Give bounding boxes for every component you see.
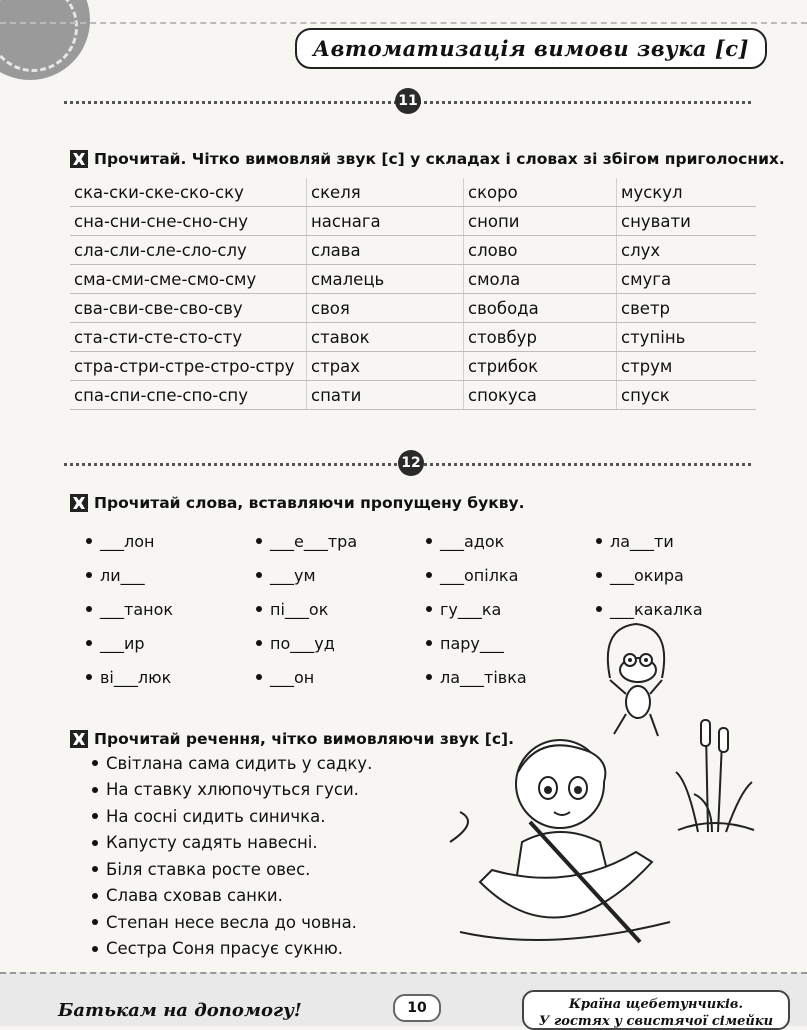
sentence-text: Капусту садять навесні. — [106, 833, 318, 853]
syllable-cell: сва-сви-све-сво-сву — [70, 294, 307, 323]
word-cell: смуга — [617, 265, 757, 294]
blank-word-item — [86, 532, 256, 551]
word-cell: смола — [464, 265, 617, 294]
word-cell: слух — [617, 236, 757, 265]
bullet-icon — [86, 674, 92, 680]
syllable-cell: стра-стри-стре-стро-стру — [70, 352, 307, 381]
blank-word: гу___ка — [440, 599, 502, 619]
blank-word-item — [596, 600, 766, 619]
blank-word-item — [256, 634, 426, 653]
blank-word-item — [256, 668, 426, 687]
word-cell: спуск — [617, 381, 757, 410]
blank-word-item — [426, 532, 596, 551]
sentence-text: На сосні сидить синичка. — [106, 806, 326, 826]
sentence-text: На ставку хлюпочуться гуси. — [106, 780, 359, 800]
exercise-number-11: 11 — [395, 88, 421, 114]
word-cell: мускул — [617, 178, 757, 207]
word-cell: ступінь — [617, 323, 757, 352]
word-cell: страх — [307, 352, 464, 381]
blank-word-item — [86, 566, 256, 585]
bullet-icon — [426, 572, 432, 578]
blank-word-item — [86, 600, 256, 619]
bullet-icon — [256, 674, 262, 680]
sentence-item — [92, 856, 372, 883]
sentence-item — [92, 909, 372, 936]
syllable-cell: сна-сни-сне-сно-сну — [70, 207, 307, 236]
table-row — [70, 236, 756, 265]
bullet-icon — [426, 640, 432, 646]
word-cell: свобода — [464, 294, 617, 323]
word-cell: слава — [307, 236, 464, 265]
word-cell: стрибок — [464, 352, 617, 381]
word-cell: скеля — [307, 178, 464, 207]
bullet-icon — [596, 572, 602, 578]
table-row — [70, 207, 756, 236]
word-cell: снувати — [617, 207, 757, 236]
sentence-text: Світлана сама сидить у садку. — [106, 753, 373, 773]
sentence-item — [92, 883, 372, 910]
blank-word-item — [256, 532, 426, 551]
sentence-item — [92, 777, 372, 804]
exercise-number-12: 12 — [398, 450, 424, 476]
word-cell: наснага — [307, 207, 464, 236]
blank-word: ___е___тра — [270, 531, 358, 551]
bullet-icon — [426, 538, 432, 544]
bullet-icon — [92, 840, 98, 846]
bullet-icon — [92, 866, 98, 872]
word-cell: стовбур — [464, 323, 617, 352]
page-number: 10 — [393, 994, 441, 1022]
sentence-text: Слава сховав санки. — [106, 886, 283, 906]
bullet-icon — [92, 893, 98, 899]
blank-word-item — [86, 668, 256, 687]
blank-word: ___ир — [100, 633, 145, 653]
bullet-icon — [426, 606, 432, 612]
table-row — [70, 323, 756, 352]
footer-series-line-2: У гостях у свистячої сімейки — [538, 1014, 774, 1029]
blank-word: ли___ — [100, 565, 145, 585]
blank-word-item — [426, 668, 596, 687]
blank-word: ___танок — [100, 599, 174, 619]
word-cell: светр — [617, 294, 757, 323]
bullet-icon — [256, 572, 262, 578]
bullet-icon — [92, 919, 98, 925]
blank-word-item — [426, 600, 596, 619]
sentence-list — [92, 750, 372, 962]
word-cell: смалець — [307, 265, 464, 294]
task-text: Прочитай речення, чітко вимовляючи звук [с]. — [94, 730, 514, 748]
task-icon — [70, 730, 88, 748]
word-cell: скоро — [464, 178, 617, 207]
bullet-icon — [92, 760, 98, 766]
word-cell: своя — [307, 294, 464, 323]
blank-word: ___какалка — [610, 599, 703, 619]
syllable-cell: сма-сми-сме-смо-сму — [70, 265, 307, 294]
blank-word-item — [256, 566, 426, 585]
bullet-icon — [426, 674, 432, 680]
frog-illustration — [596, 618, 676, 746]
syllable-cell: сла-сли-сле-сло-слу — [70, 236, 307, 265]
table-row — [70, 265, 756, 294]
task-icon — [70, 494, 88, 512]
blank-word: ла___тівка — [440, 667, 527, 687]
blanks-row — [86, 558, 766, 592]
task-text: Прочитай слова, вставляючи пропущену букву. — [94, 494, 525, 512]
word-cell: струм — [617, 352, 757, 381]
word-cell: слово — [464, 236, 617, 265]
footer-series-title — [522, 990, 790, 1030]
syllable-cell: спа-спи-спе-спо-спу — [70, 381, 307, 410]
blank-word-item — [426, 566, 596, 585]
sentence-item — [92, 830, 372, 857]
blank-word: ___он — [270, 667, 315, 687]
word-cell: ставок — [307, 323, 464, 352]
bullet-icon — [256, 538, 262, 544]
page-title: Автоматизація вимови звука [с] — [295, 28, 767, 69]
blank-word: ві___люк — [100, 667, 172, 687]
blank-word: ___опілка — [440, 565, 519, 585]
table-row — [70, 178, 756, 207]
bullet-icon — [86, 572, 92, 578]
bullet-icon — [86, 538, 92, 544]
footer-series-line-1: Країна щебетунчиків. — [569, 997, 743, 1012]
sentence-item — [92, 803, 372, 830]
bullet-icon — [256, 606, 262, 612]
syllable-cell: ска-ски-ске-ско-ску — [70, 178, 307, 207]
task-text: Прочитай. Чітко вимовляй звук [с] у складах і словах зі збігом приголосних. — [94, 150, 785, 168]
blank-word: ла___ти — [610, 531, 674, 551]
corner-decoration — [0, 0, 90, 80]
word-cell: спокуса — [464, 381, 617, 410]
blank-word: ___ум — [270, 565, 316, 585]
bullet-icon — [596, 538, 602, 544]
sentence-item — [92, 750, 372, 777]
bullet-icon — [86, 606, 92, 612]
sentence-text: Сестра Соня прасує сукню. — [106, 939, 343, 959]
task-instruction-12 — [70, 494, 525, 512]
blank-word-item — [596, 532, 766, 551]
table-row — [70, 381, 756, 410]
blank-word: ___окира — [610, 565, 684, 585]
word-cell: снопи — [464, 207, 617, 236]
word-cell: спати — [307, 381, 464, 410]
blank-word: ___адок — [440, 531, 505, 551]
sentence-item — [92, 936, 372, 963]
bullet-icon — [92, 813, 98, 819]
blank-word: пі___ок — [270, 599, 329, 619]
header-stitch-line — [0, 16, 807, 24]
sentence-text: Біля ставка росте овес. — [106, 859, 311, 879]
bullet-icon — [86, 640, 92, 646]
bullet-icon — [596, 606, 602, 612]
blank-word-item — [596, 566, 766, 585]
bullet-icon — [92, 946, 98, 952]
bullet-icon — [92, 787, 98, 793]
blank-word: по___уд — [270, 633, 335, 653]
footer-note: Батькам на допомогу! — [58, 1000, 302, 1021]
blank-word-item — [256, 600, 426, 619]
task-instruction-11 — [70, 150, 785, 168]
blanks-row — [86, 524, 766, 558]
boy-boat-illustration — [440, 732, 690, 962]
table-row — [70, 352, 756, 381]
blank-word-item — [426, 634, 596, 653]
blank-word: ___лон — [100, 531, 155, 551]
syllable-table — [70, 178, 756, 410]
blank-word-item — [86, 634, 256, 653]
sentence-text: Степан несе весла до човна. — [106, 912, 357, 932]
task-icon — [70, 150, 88, 168]
syllable-cell: ста-сти-сте-сто-сту — [70, 323, 307, 352]
table-row — [70, 294, 756, 323]
bullet-icon — [256, 640, 262, 646]
blank-word: пару___ — [440, 633, 504, 653]
